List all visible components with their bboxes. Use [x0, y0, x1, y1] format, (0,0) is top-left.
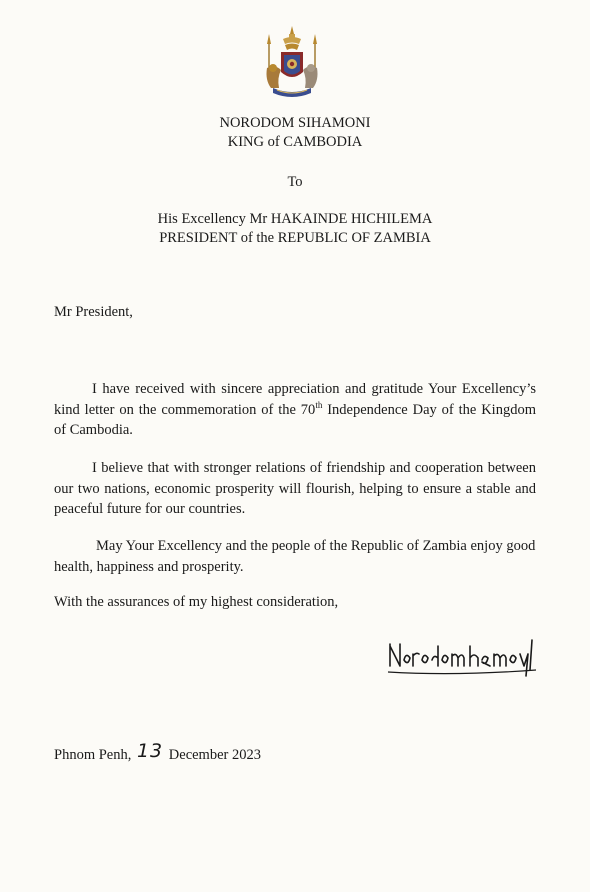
salutation: Mr President, [54, 304, 133, 320]
month-year: December 2023 [168, 747, 261, 763]
paragraph-1-before: I have received with sincere appreciation and gratitude Your Excellency’s kind letter on the commemoration of the 70 [54, 381, 536, 418]
signature-image [386, 636, 538, 680]
recipient-line-1: His Excellency Mr HAKAINDE HICHILEMA [157, 211, 433, 227]
recipient-line-2: PRESIDENT of the REPUBLIC OF ZAMBIA [159, 230, 431, 246]
to-label: To [287, 174, 303, 190]
handwritten-day: 13 [136, 740, 164, 762]
royal-crest-icon [259, 24, 325, 102]
closing-line: With the assurances of my highest consideration, [54, 594, 339, 610]
ordinal-suffix: th [315, 399, 323, 410]
place: Phnom Penh, [54, 747, 132, 763]
sender-title: KING of CAMBODIA [227, 134, 363, 150]
paragraph-2: I believe that with stronger relations of friendship and cooperation between our two nations, economic prosperity will flourish, helping to ensure a stable and peaceful future for our countries. [54, 460, 536, 517]
dateline [54, 741, 261, 767]
paragraph-1 [54, 379, 536, 441]
sender-name: NORODOM SIHAMONI [219, 115, 371, 131]
paragraph-1-after: Independence Day of the Kingdom of Cambodia. [54, 401, 536, 438]
paragraph-3: May Your Excellency and the people of the Republic of Zambia enjoy good health, happiness and prosperity. [54, 538, 536, 575]
